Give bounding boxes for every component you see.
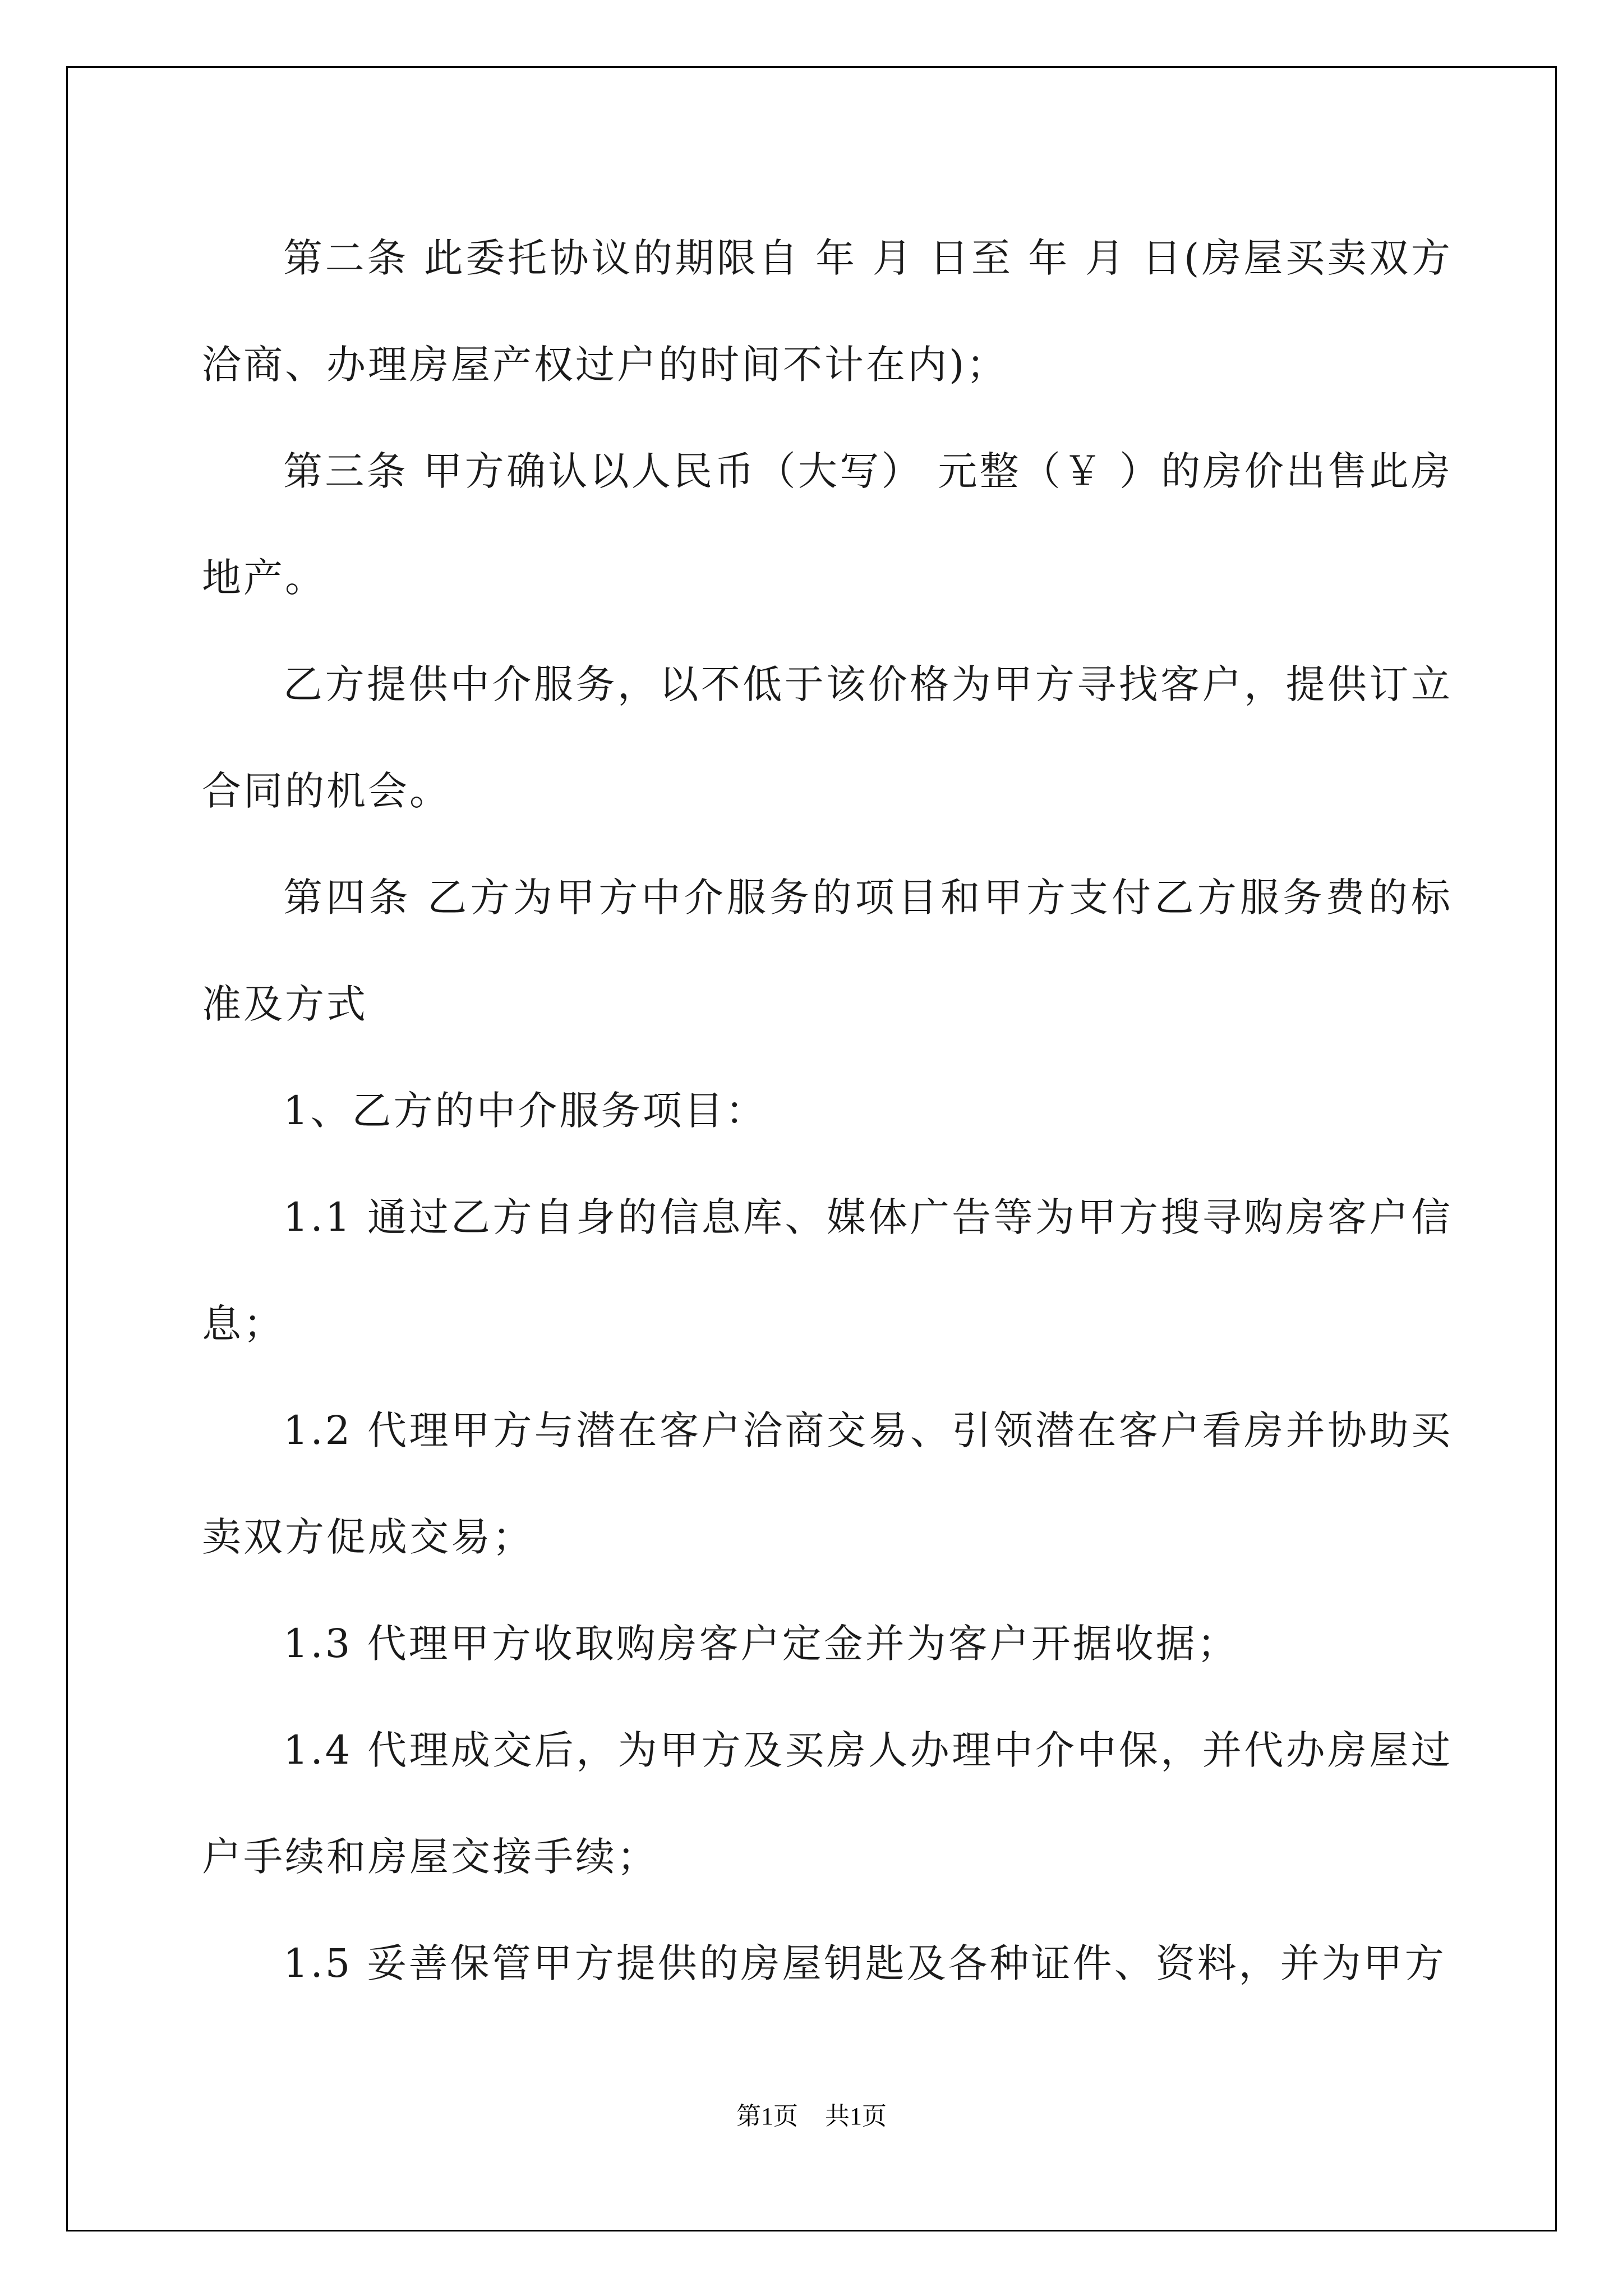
paragraph-item-1: 1、乙方的中介服务项目： <box>283 1088 767 1134</box>
paragraph-article-4: 第四条 乙方为甲方中介服务的项目和甲方支付乙方服务费的标准及方式 <box>202 875 1453 1027</box>
paragraph-item-1-1: 1.1 通过乙方自身的信息库、媒体广告等为甲方搜寻购房客户信息； <box>202 1194 1453 1347</box>
paragraph-item-1-5: 1.5 妥善保管甲方提供的房屋钥匙及各种证件、资料，并为甲方 <box>283 1940 1446 1986</box>
page-footer <box>0 2096 1623 2132</box>
page-number: 第1页 <box>736 2102 798 2130</box>
paragraph-item-1-4: 1.4 代理成交后，为甲方及买房人办理中介中保，并代办房屋过户手续和房屋交接手续； <box>202 1727 1453 1880</box>
paragraph-article-2: 第二条 此委托协议的期限自 年 月 日至 年 月 日(房屋买卖双方洽商、办理房屋产权过户的时间不计在内)； <box>202 235 1453 388</box>
paragraph-item-1-3: 1.3 代理甲方收取购房客户定金并为客户开据收据； <box>283 1621 1239 1667</box>
paragraph-article-3: 第三条 甲方确认以人民币（大写） 元整（￥ ）的房价出售此房地产。 <box>202 448 1453 601</box>
page-total: 共1页 <box>825 2102 887 2130</box>
document-body <box>202 205 1453 2017</box>
paragraph-item-1-2: 1.2 代理甲方与潜在客户洽商交易、引领潜在客户看房并协助买卖双方促成交易； <box>202 1407 1453 1560</box>
paragraph-service-desc: 乙方提供中介服务，以不低于该价格为甲方寻找客户，提供订立合同的机会。 <box>202 661 1453 814</box>
